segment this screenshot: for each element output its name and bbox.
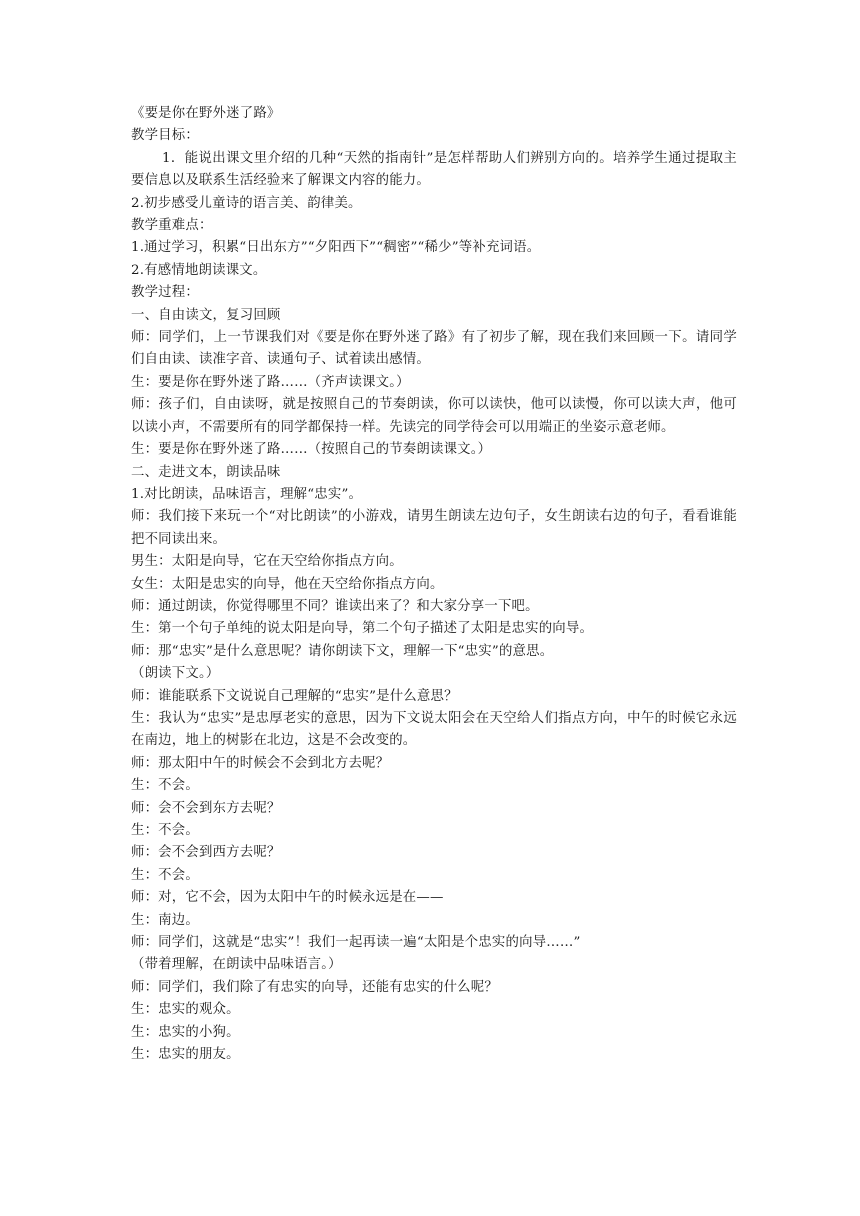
paragraph: 生：要是你在野外迷了路……（齐声读课文。） [131,374,410,390]
paragraph: 二、走进文本，朗读品味 [131,464,281,480]
paragraph: 师：那太阳中午的时候会不会到北方去呢？ [131,755,390,771]
paragraph: 师：同学们，上一节课我们对《要是你在野外迷了路》有了初步了解，现在我们来回顾一下。请同学们自由读、读准字音、读通句子、试着读出感情。 [131,330,737,368]
paragraph: 生：我认为“忠实”是忠厚老实的意思，因为下文说太阳会在天空给人们指点方向，中午的时候它永远在南边，地上的树影在北边，这是不会改变的。 [131,710,737,749]
paragraph: 生：忠实的观众。 [131,1002,240,1018]
document-title: 《要是你在野外迷了路》 [131,106,281,121]
paragraph: 一、自由读文，复习回顾 [131,307,281,323]
paragraph: 教学过程： [131,285,199,301]
paragraph: 1.通过学习，积累“日出东方”“夕阳西下”“稠密”“稀少”等补充词语。 [131,240,541,256]
paragraph: （朗读下文。） [131,666,220,682]
paragraph: 教学目标： [131,128,199,144]
paragraph: 生：第一个句子单纯的说太阳是向导，第二个句子描述了太阳是忠实的向导。 [131,621,594,637]
paragraph: 师：会不会到东方去呢？ [131,800,281,816]
paragraph: 生：不会。 [131,867,199,883]
paragraph: 师：会不会到西方去呢？ [131,845,281,861]
paragraph: 师：我们接下来玩一个“对比朗读”的小游戏，请男生朗读左边句子，女生朗读右边的句子，看看谁能把不同读出来。 [131,509,737,547]
paragraph: 师：孩子们，自由读呀，就是按照自己的节奏朗读，你可以读快，他可以读慢，你可以读大声，他可以读小声，不需要所有的同学都保持一样。先读完的同学待会可以用端正的坐姿示意老师。 [131,397,737,435]
paragraph: 2.有感情地朗读课文。 [131,262,267,278]
paragraph: 师：那“忠实”是什么意思呢？请你朗读下文，理解一下“忠实”的意思。 [131,643,554,659]
paragraph: 2.初步感受儿童诗的语言美、韵律美。 [131,195,362,211]
paragraph: 生：不会。 [131,823,199,838]
paragraph: 生：南边。 [131,912,199,928]
paragraph: 生：忠实的朋友。 [131,1047,240,1063]
paragraph: 师：同学们，这就是“忠实”！我们一起再读一遍“太阳是个忠实的向导……” [131,935,581,951]
paragraph: 师：对，它不会，因为太阳中午的时候永远是在—— [131,890,444,906]
paragraph: 师：同学们，我们除了有忠实的向导，还能有忠实的什么呢？ [131,979,498,995]
paragraph: 男生：太阳是向导，它在天空给你指点方向。 [131,554,403,570]
paragraph: 1.对比朗读，品味语言，理解“忠实”。 [131,486,363,502]
paragraph: 1．能说出课文里介绍的几种“天然的指南针”是怎样帮助人们辨别方向的。培养学生通过提取主要信息以及联系生活经验来了解课文内容的能力。 [131,150,737,189]
paragraph: （带着理解，在朗读中品味语言。） [131,957,342,973]
paragraph: 女生：太阳是忠实的向导，他在天空给你指点方向。 [131,576,444,592]
document-body [131,125,737,1066]
paragraph: 师：通过朗读，你觉得哪里不同？谁读出来了？和大家分享一下吧。 [131,598,539,614]
document-page [131,103,737,1066]
paragraph: 生：不会。 [131,778,199,794]
paragraph: 教学重难点： [131,218,213,234]
paragraph: 师：谁能联系下文说说自己理解的“忠实”是什么意思？ [131,688,458,704]
paragraph: 生：忠实的小狗。 [131,1024,240,1040]
paragraph: 生：要是你在野外迷了路……（按照自己的节奏朗读课文。） [131,442,492,458]
